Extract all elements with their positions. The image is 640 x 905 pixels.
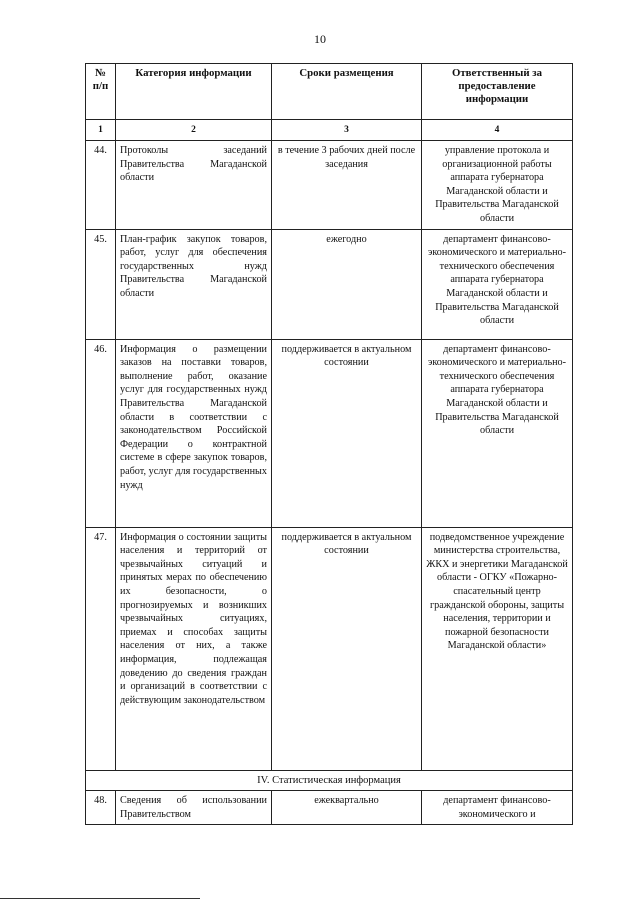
column-number: 4: [422, 120, 573, 141]
table-header-row: [86, 64, 573, 120]
row-number: 48.: [86, 791, 116, 825]
row-responsible: управление протокола и организационной работы аппарата губернатора Магаданской области и Правительства Магаданской области: [422, 141, 573, 230]
row-number: 44.: [86, 141, 116, 230]
page-number: 10: [314, 32, 326, 46]
section-title: IV. Статистическая информация: [86, 770, 573, 791]
row-number: 46.: [86, 339, 116, 527]
row-timing: в течение 3 рабочих дней после заседания: [272, 141, 422, 230]
table-row: [86, 339, 573, 527]
column-number: 3: [272, 120, 422, 141]
table-row: [86, 791, 573, 825]
table-row: [86, 229, 573, 339]
column-number-row: [86, 120, 573, 141]
row-timing: ежеквартально: [272, 791, 422, 825]
table-row: [86, 527, 573, 770]
table-row: [86, 141, 573, 230]
column-number: 1: [86, 120, 116, 141]
row-category: Протоколы заседаний Правительства Магаданской области: [116, 141, 272, 230]
row-responsible: департамент финансово-экономического и материально-технического обеспечения аппарата губернатора Магаданской области и Правительства Магаданской области: [422, 229, 573, 339]
row-timing: поддерживается в актуальном состоянии: [272, 527, 422, 770]
header-responsible: Ответственный за предоставление информации: [422, 64, 573, 120]
row-timing: ежегодно: [272, 229, 422, 339]
information-table: [85, 63, 573, 825]
header-category: Категория информации: [116, 64, 272, 120]
row-responsible: подведомственное учреждение министерства строительства, ЖКХ и энергетики Магаданской области - ОГКУ «Пожарно-спасательный центр гражданской обороны, защиты населения, территории и пожарной безопасности Магаданской области»: [422, 527, 573, 770]
row-timing: поддерживается в актуальном состоянии: [272, 339, 422, 527]
row-category: Информация о состоянии защиты населения и территорий от чрезвычайных ситуаций и принятых мерах по обеспечению их безопасности, о прогнозируемых и возникших чрезвычайных ситуациях, приемах и способах защиты населения от них, а также информация, подлежащая доведению до сведения граждан и организаций в соответствии с действующим законодательством: [116, 527, 272, 770]
header-timing: Сроки размещения: [272, 64, 422, 120]
row-category: Информация о размещении заказов на поставки товаров, выполнение работ, оказание услуг для государственных нужд Правительства Магаданской области в соответствии с законодательством Российской Федерации о контрактной системе в сфере закупок товаров, работ, услуг для государственных нужд: [116, 339, 272, 527]
row-number: 45.: [86, 229, 116, 339]
footer-divider: [0, 898, 200, 899]
row-category: План-график закупок товаров, работ, услуг для обеспечения государственных нужд Правительства Магаданской области: [116, 229, 272, 339]
column-number: 2: [116, 120, 272, 141]
row-responsible: департамент финансово-экономического и: [422, 791, 573, 825]
row-responsible: департамент финансово-экономического и материально-технического обеспечения аппарата губернатора Магаданской области и Правительства Магаданской области: [422, 339, 573, 527]
row-category: Сведения об использовании Правительством: [116, 791, 272, 825]
header-number: № п/п: [86, 64, 116, 120]
section-row: [86, 770, 573, 791]
row-number: 47.: [86, 527, 116, 770]
